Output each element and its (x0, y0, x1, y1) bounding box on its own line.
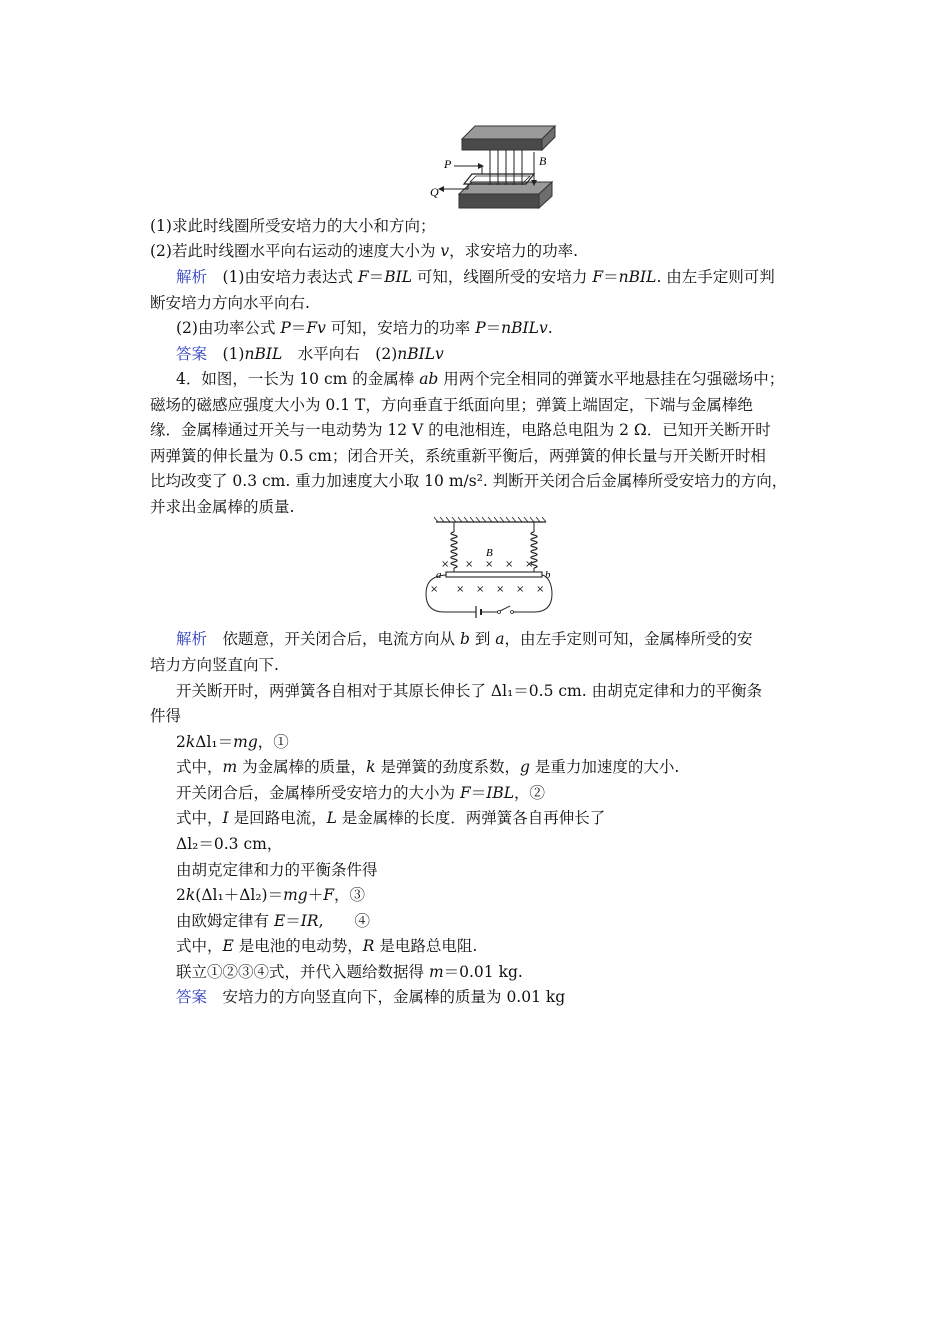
solution4-line9: Δl₂＝0.3 cm， (176, 835, 283, 853)
solution4-line14: 联立①②③④式，并代入题给数据得 m＝0.01 kg. (176, 963, 523, 981)
solution-tag: 解析 (176, 268, 208, 286)
spring-rod-circuit-figure (424, 514, 554, 620)
equation-4: 由欧姆定律有 E＝IR, ④ (176, 912, 371, 930)
solution3-line2: 断安培力方向水平向右. (150, 294, 310, 312)
svg-text:×: × (430, 584, 439, 595)
problem4-line1: 4．如图，一长为 10 cm 的金属棒 ab 用两个完全相同的弹簧水平地悬挂在匀强磁场中； (176, 370, 785, 388)
solution4-line8: 式中，I 是回路电流，L 是金属棒的长度．两弹簧各自再伸长了 (176, 809, 606, 827)
label-q: Q (430, 185, 439, 199)
solution3-line1: 解析 (1)由安培力表达式 F＝BIL 可知，线圈所受的安培力 F＝nBIL. 由左手定则可判 (176, 268, 775, 286)
solution4-line10: 由胡克定律和力的平衡条件得 (176, 861, 378, 879)
solution-tag: 解析 (176, 630, 208, 648)
svg-text:×: × (536, 584, 545, 595)
solution4-line6: 式中，m 为金属棒的质量，k 是弹簧的劲度系数，g 是重力加速度的大小. (176, 758, 680, 776)
svg-text:×: × (465, 559, 474, 570)
problem4-line4: 两弹簧的伸长量为 0.5 cm；闭合开关，系统重新平衡后，两弹簧的伸长量与开关断开时相 (150, 447, 766, 465)
svg-text:×: × (505, 559, 514, 570)
solution4-line4: 件得 (150, 707, 182, 725)
svg-text:×: × (456, 584, 465, 595)
equation-3: 2k(Δl₁＋Δl₂)＝mg＋F，③ (176, 886, 366, 904)
problem3-q1: (1)求此时线圈所受安培力的大小和方向； (150, 217, 436, 235)
solution4-line3: 开关断开时，两弹簧各自相对于其原长伸长了 Δl₁＝0.5 cm. 由胡克定律和力的平衡条 (176, 682, 763, 700)
problem3-q2: (2)若此时线圈水平向右运动的速度大小为 v，求安培力的功率. (150, 242, 579, 260)
problem4-line2: 磁场的磁感应强度大小为 0.1 T，方向垂直于纸面向里；弹簧上端固定，下端与金属棒绝 (150, 396, 753, 414)
label-a: a (436, 569, 442, 581)
svg-text:×: × (485, 559, 494, 570)
label-p: P (444, 157, 452, 171)
equation-2: 开关闭合后，金属棒所受安培力的大小为 F＝IBL，② (176, 784, 546, 802)
solution4-line2: 培力方向竖直向下. (150, 656, 279, 674)
problem4-line6: 并求出金属棒的质量. (150, 498, 295, 516)
label-b-field: B (486, 547, 493, 559)
answer-tag: 答案 (176, 988, 208, 1006)
svg-text:×: × (441, 559, 450, 570)
solution3-line3: (2)由功率公式 P＝Fv 可知，安培力的功率 P＝nBILv. (176, 319, 553, 337)
label-b: B (539, 154, 547, 168)
svg-text:×: × (525, 559, 534, 570)
answer-tag: 答案 (176, 345, 208, 363)
answer3: 答案 (1)nBIL 水平向右 (2)nBILv (176, 345, 444, 363)
equation-1: 2kΔl₁＝mg，① (176, 733, 289, 751)
problem4-line5: 比均改变了 0.3 cm. 重力加速度大小取 10 m/s². 判断开关闭合后金属棒所受安培力的方向， (150, 472, 788, 490)
solution4-line13: 式中，E 是电池的电动势，R 是电路总电阻. (176, 937, 478, 955)
problem4-line3: 缘．金属棒通过开关与一电动势为 12 V 的电池相连，电路总电阻为 2 Ω．已知开关断开时 (150, 421, 771, 439)
svg-text:×: × (496, 584, 505, 595)
svg-text:×: × (476, 584, 485, 595)
answer4: 答案 安培力的方向竖直向下，金属棒的质量为 0.01 kg (176, 988, 566, 1006)
magnet-coil-figure (430, 122, 570, 214)
solution4-line1: 解析 依题意，开关闭合后，电流方向从 b 到 a，由左手定则可知，金属棒所受的安 (176, 630, 753, 648)
label-b-end: b (545, 569, 551, 581)
svg-text:×: × (516, 584, 525, 595)
